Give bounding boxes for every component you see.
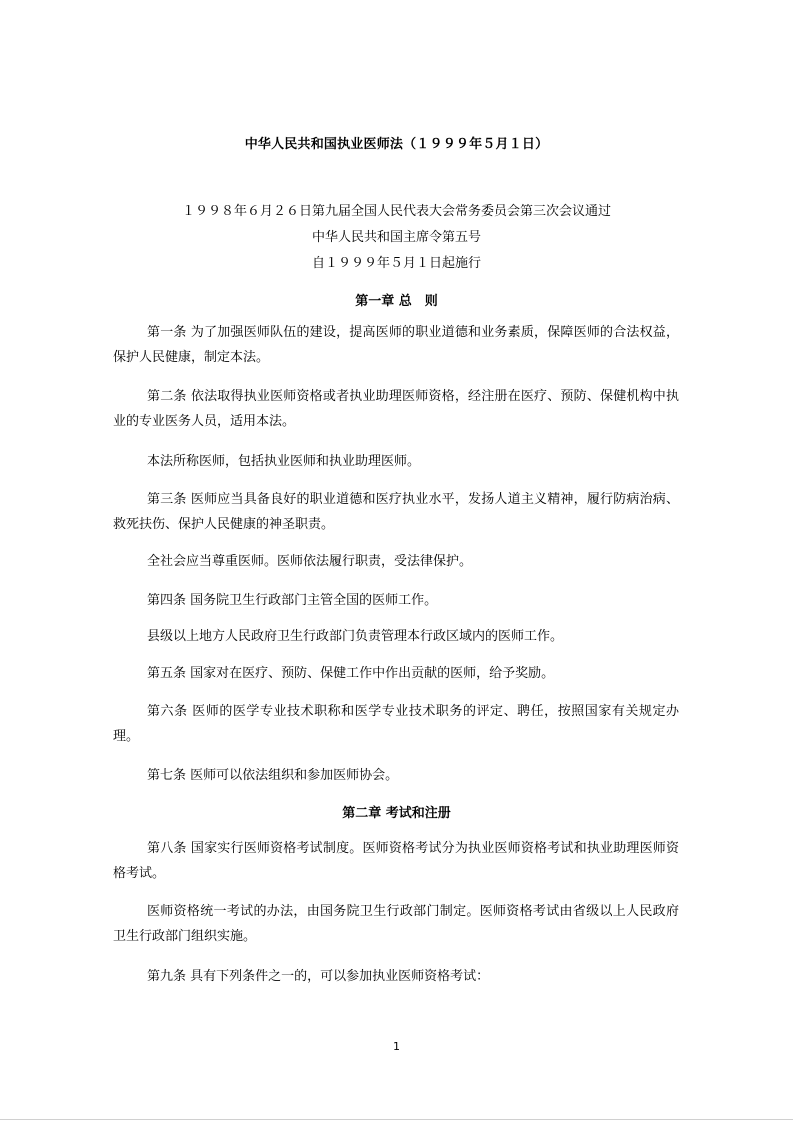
article-8-paragraph-2: 医师资格统一考试的办法，由国务院卫生行政部门制定。医师资格考试由省级以上人民政府卫生行政部门组织实施。: [113, 904, 679, 944]
page-number: 1: [393, 1040, 400, 1053]
article-6-paragraph: 第六条 医师的医学专业技术职称和医学专业技术职务的评定、聘任，按照国家有关规定办理。: [113, 704, 679, 744]
article-1-paragraph: 第一条 为了加强医师队伍的建设，提高医师的职业道德和业务素质，保障医师的合法权益，保护人民健康，制定本法。: [113, 325, 679, 365]
article-7-paragraph: 第七条 医师可以依法组织和参加医师协会。: [147, 768, 399, 783]
article-2-paragraph-2: 本法所称医师，包括执业医师和执业助理医师。: [147, 454, 421, 469]
article-3-paragraph-2: 全社会应当尊重医师。医师依法履行职责，受法律保护。: [147, 554, 473, 569]
article-8-paragraph: 第八条 国家实行医师资格考试制度。医师资格考试分为执业医师资格考试和执业助理医师资格考试。: [113, 841, 679, 881]
article-2-paragraph: 第二条 依法取得执业医师资格或者执业助理医师资格，经注册在医疗、预防、保健机构中执业的专业医务人员，适用本法。: [113, 389, 679, 429]
article-5-paragraph: 第五条 国家对在医疗、预防、保健工作中作出贡献的医师，给予奖励。: [147, 666, 555, 681]
chapter-heading-1: 第一章 总 则: [355, 294, 438, 309]
adoption-note: １９９８年６月２６日第九届全国人民代表大会常务委员会第三次会议通过: [181, 204, 611, 219]
article-4-paragraph-2: 县级以上地方人民政府卫生行政部门负责管理本行政区域内的医师工作。: [147, 629, 564, 644]
document-title: 中华人民共和国执业医师法（１９９９年５月１日）: [244, 137, 549, 152]
article-4-paragraph: 第四条 国务院卫生行政部门主管全国的医师工作。: [147, 593, 438, 608]
effective-date-note: 自１９９９年５月１日起施行: [311, 256, 481, 271]
page-bottom-divider: [0, 1119, 793, 1120]
article-9-paragraph: 第九条 具有下列条件之一的，可以参加执业医师资格考试：: [147, 969, 490, 984]
presidential-order-note: 中华人民共和国主席令第五号: [311, 230, 481, 245]
article-3-paragraph: 第三条 医师应当具备良好的职业道德和医疗执业水平，发扬人道主义精神，履行防病治病、救死扶伤、保护人民健康的神圣职责。: [113, 492, 679, 532]
chapter-heading-2: 第二章 考试和注册: [342, 806, 451, 821]
